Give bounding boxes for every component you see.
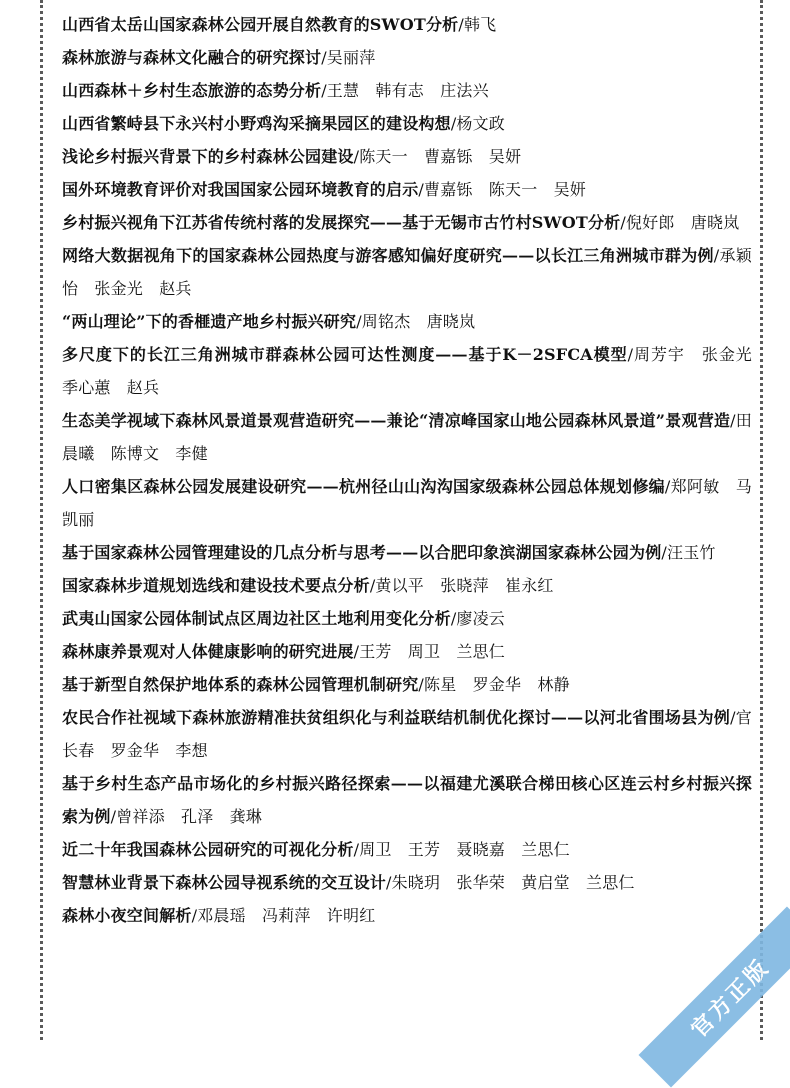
toc-entry: [62, 305, 752, 338]
entry-title: 乡村振兴视角下江苏省传统村落的发展探究——基于无锡市古竹村SWOT分析: [62, 213, 621, 232]
toc-entry: [62, 536, 752, 569]
toc-entry: [62, 701, 752, 767]
entry-title: 基于国家森林公园管理建设的几点分析与思考——以合肥印象滨湖国家森林公园为例: [62, 543, 662, 562]
entry-title: 浅论乡村振兴背景下的乡村森林公园建设: [62, 147, 354, 166]
entry-authors: /陈星 罗金华 林静: [418, 675, 570, 694]
entry-authors: /田晨曦 陈博文 李健: [62, 411, 752, 463]
entry-authors: /朱晓玥 张华荣 黄启堂 兰思仁: [386, 873, 635, 892]
entry-title: 多尺度下的长江三角洲城市群森林公园可达性测度——基于K－2SFCA模型: [62, 345, 628, 364]
entry-title: 农民合作社视域下森林旅游精准扶贫组织化与利益联结机制优化探讨——以河北省围场县为例: [62, 708, 731, 727]
entry-title: 森林康养景观对人体健康影响的研究进展: [62, 642, 354, 661]
entry-authors: /韩飞: [458, 15, 497, 34]
entry-title: 国家森林步道规划选线和建设技术要点分析: [62, 576, 370, 595]
toc-entry: [62, 602, 752, 635]
toc-entry: [62, 8, 752, 41]
entry-authors: /倪好郎 唐晓岚: [620, 213, 740, 232]
entry-authors: /周芳宇 张金光 季心蕙 赵兵: [62, 345, 769, 397]
entry-title: 山西省繁峙县下永兴村小野鸡沟采摘果园区的建设构想: [62, 114, 451, 133]
left-dotted-border: [40, 0, 43, 1040]
toc-entry: [62, 140, 752, 173]
toc-entry: [62, 470, 752, 536]
toc-entry: [62, 41, 752, 74]
entry-title: 武夷山国家公园体制试点区周边社区土地利用变化分析: [62, 609, 451, 628]
entry-authors: /曾祥添 孔泽 龚琳: [110, 807, 263, 826]
entry-title: 基于乡村生态产品市场化的乡村振兴路径探索——以福建尤溪联合梯田核心区连云村乡村振兴探索为例: [62, 774, 752, 826]
entry-title: 山西森林＋乡村生态旅游的态势分析: [62, 81, 322, 100]
toc-entry: [62, 767, 752, 833]
entry-authors: /廖凌云: [450, 609, 506, 628]
entry-authors: /郑阿敏 马凯丽: [62, 477, 753, 529]
entry-authors: /周卫 王芳 聂晓嘉 兰思仁: [353, 840, 570, 859]
toc-entry: [62, 569, 752, 602]
toc-entry: [62, 668, 752, 701]
right-dotted-border: [760, 0, 763, 1040]
entry-title: 国外环境教育评价对我国国家公园环境教育的启示: [62, 180, 419, 199]
entry-title: 森林旅游与森林文化融合的研究探讨: [62, 48, 322, 67]
entry-title: 网络大数据视角下的国家森林公园热度与游客感知偏好度研究——以长江三角洲城市群为例: [62, 246, 714, 265]
toc-entry: [62, 74, 752, 107]
toc-entry: [62, 173, 752, 206]
entry-authors: /汪玉竹: [661, 543, 716, 562]
entry-title: 基于新型自然保护地体系的森林公园管理机制研究: [62, 675, 419, 694]
entry-title: 山西省太岳山国家森林公园开展自然教育的SWOT分析: [62, 15, 459, 34]
entry-authors: /王慧 韩有志 庄法兴: [321, 81, 489, 100]
entry-authors: /官长春 罗金华 李想: [62, 708, 752, 760]
toc-entry: [62, 899, 752, 932]
entry-authors: /承颖怡 张金光 赵兵: [62, 246, 752, 298]
badge-label: 官方正版: [686, 954, 775, 1043]
toc-entry: [62, 404, 752, 470]
entry-authors: /曹嘉铄 陈天一 吴妍: [418, 180, 586, 199]
entry-title: 近二十年我国森林公园研究的可视化分析: [62, 840, 354, 859]
toc-entry: [62, 107, 752, 140]
entry-authors: /杨文政: [450, 114, 506, 133]
entry-title: 智慧林业背景下森林公园导视系统的交互设计: [62, 873, 387, 892]
entry-title: 人口密集区森林公园发展建设研究——杭州径山山沟沟国家级森林公园总体规划修编: [62, 477, 665, 496]
entry-title: 森林小夜空间解析: [62, 906, 192, 925]
entry-title: 生态美学视域下森林风景道景观营造研究——兼论“清凉峰国家山地公园森林风景道”景观营造: [62, 411, 731, 430]
table-of-contents: [62, 8, 769, 932]
official-edition-badge: [638, 906, 790, 1087]
toc-entry: [62, 635, 752, 668]
entry-title: “两山理论”下的香榧遗产地乡村振兴研究: [62, 312, 357, 331]
entry-authors: /王芳 周卫 兰思仁: [353, 642, 506, 661]
toc-entry: [62, 833, 752, 866]
toc-entry: [62, 206, 752, 239]
toc-entry: [62, 338, 769, 404]
entry-authors: /陈天一 曹嘉铄 吴妍: [353, 147, 522, 166]
entry-authors: /黄以平 张晓萍 崔永红: [369, 576, 554, 595]
toc-entry: [62, 239, 752, 305]
entry-authors: /吴丽萍: [321, 48, 376, 67]
toc-entry: [62, 866, 752, 899]
entry-authors: /周铭杰 唐晓岚: [356, 312, 476, 331]
entry-authors: /邓晨瑶 冯莉萍 许明红: [191, 906, 376, 925]
